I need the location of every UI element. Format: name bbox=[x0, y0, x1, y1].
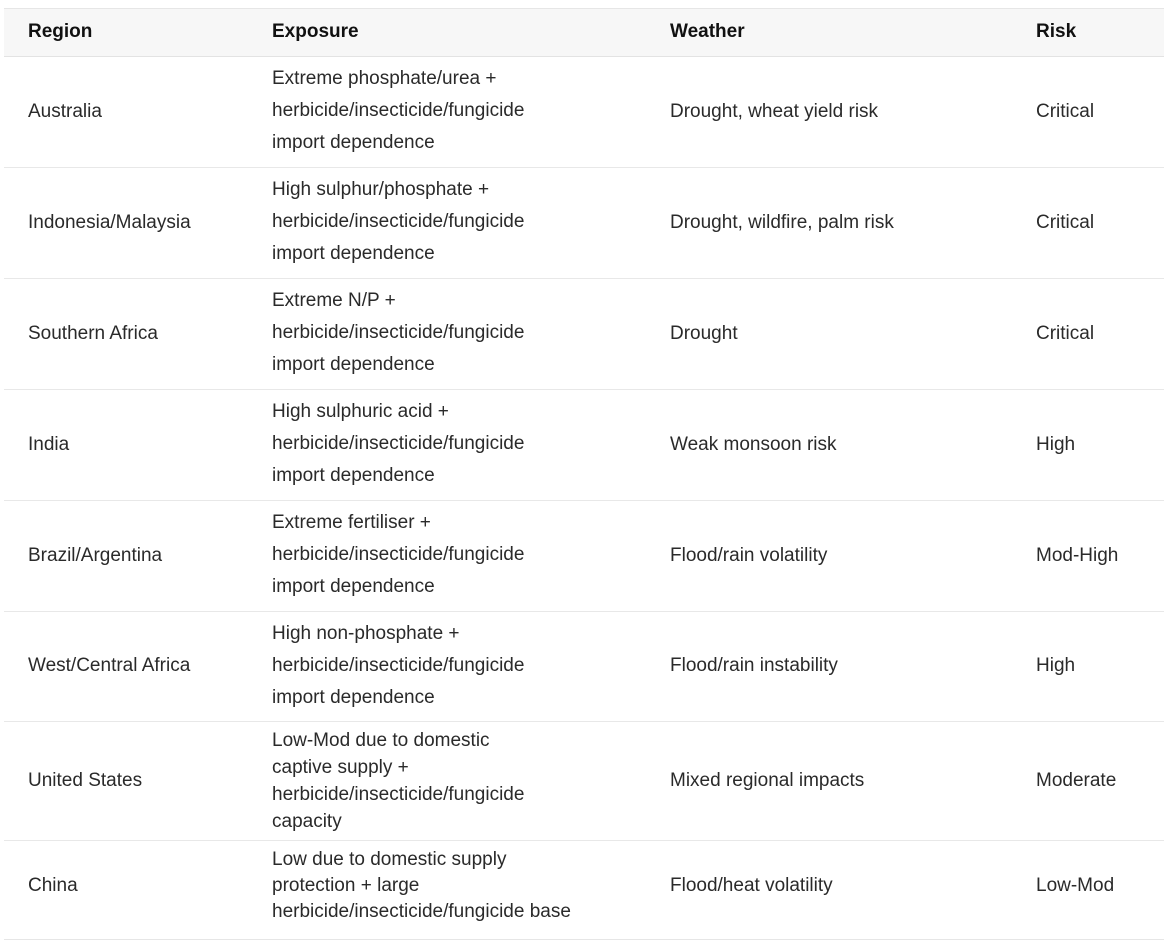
cell-weather: Flood/heat volatility bbox=[670, 874, 833, 896]
exposure-line: High sulphur/phosphate + bbox=[272, 179, 490, 200]
exposure-line: herbicide/insecticide/fungicide base bbox=[272, 900, 571, 922]
cell-region: United States bbox=[4, 721, 248, 840]
exposure-line: herbicide/insecticide/fungicide bbox=[272, 544, 525, 565]
cell-region: West/Central Africa bbox=[4, 611, 248, 721]
cell-region: Brazil/Argentina bbox=[4, 500, 248, 611]
cell-exposure bbox=[248, 389, 646, 500]
cell-region: China bbox=[28, 874, 78, 896]
cell-risk: Mod-High bbox=[1008, 500, 1164, 611]
cell-weather: Drought, wheat yield risk bbox=[646, 56, 1008, 167]
header-weather: Weather bbox=[646, 9, 1008, 56]
cell-risk: Low-Mod bbox=[1036, 874, 1115, 896]
exposure-line: capacity bbox=[272, 810, 342, 832]
exposure-line: High non-phosphate + bbox=[272, 622, 460, 644]
exposure-line: import dependence bbox=[272, 132, 435, 153]
table-row bbox=[4, 500, 1164, 611]
cell-exposure bbox=[248, 278, 646, 389]
cell-weather: Flood/rain instability bbox=[646, 611, 1008, 721]
table-row bbox=[4, 611, 1164, 721]
cell-weather: Mixed regional impacts bbox=[646, 721, 1008, 840]
table-row bbox=[4, 840, 1164, 931]
risk-table bbox=[4, 9, 1164, 931]
exposure-line: Low due to domestic supply bbox=[272, 848, 507, 870]
table-row bbox=[4, 389, 1164, 500]
exposure-line: import dependence bbox=[272, 686, 435, 708]
cell-exposure bbox=[248, 500, 646, 611]
cell-risk: Critical bbox=[1008, 56, 1164, 167]
table-header bbox=[4, 9, 1164, 56]
exposure-line: High sulphuric acid + bbox=[272, 401, 449, 422]
cell-region: Indonesia/Malaysia bbox=[4, 167, 248, 278]
exposure-line: herbicide/insecticide/fungicide bbox=[272, 322, 525, 343]
cell-weather: Drought, wildfire, palm risk bbox=[646, 167, 1008, 278]
header-exposure: Exposure bbox=[248, 9, 646, 56]
cell-risk: Critical bbox=[1008, 278, 1164, 389]
cell-exposure bbox=[248, 840, 646, 931]
exposure-line: import dependence bbox=[272, 354, 435, 375]
cell-risk: Moderate bbox=[1008, 721, 1164, 840]
cell-exposure bbox=[248, 611, 646, 721]
cell-weather: Drought bbox=[646, 278, 1008, 389]
cell-weather: Flood/rain volatility bbox=[646, 500, 1008, 611]
cell-exposure bbox=[248, 167, 646, 278]
cell-risk: High bbox=[1008, 389, 1164, 500]
cell-risk: High bbox=[1008, 611, 1164, 721]
exposure-line: herbicide/insecticide/fungicide bbox=[272, 433, 525, 454]
cell-risk: Critical bbox=[1008, 167, 1164, 278]
exposure-line: import dependence bbox=[272, 576, 435, 597]
table-row bbox=[4, 167, 1164, 278]
cell-region: Australia bbox=[4, 56, 248, 167]
exposure-line: captive supply + bbox=[272, 756, 409, 778]
risk-table-container bbox=[4, 8, 1164, 940]
table-body bbox=[4, 56, 1164, 931]
exposure-line: Extreme N/P + bbox=[272, 290, 396, 311]
exposure-line: herbicide/insecticide/fungicide bbox=[272, 100, 525, 121]
header-region: Region bbox=[4, 9, 248, 56]
exposure-line: herbicide/insecticide/fungicide bbox=[272, 654, 525, 676]
cell-exposure bbox=[248, 56, 646, 167]
exposure-line: Extreme phosphate/urea + bbox=[272, 68, 497, 89]
cell-region: India bbox=[4, 389, 248, 500]
header-row bbox=[4, 9, 1164, 56]
exposure-line: herbicide/insecticide/fungicide bbox=[272, 211, 525, 232]
table-row bbox=[4, 56, 1164, 167]
exposure-line: import dependence bbox=[272, 243, 435, 264]
exposure-line: herbicide/insecticide/fungicide bbox=[272, 783, 525, 805]
header-risk: Risk bbox=[1008, 9, 1164, 56]
exposure-line: import dependence bbox=[272, 465, 435, 486]
cell-region: Southern Africa bbox=[4, 278, 248, 389]
table-row bbox=[4, 278, 1164, 389]
cell-exposure bbox=[248, 721, 646, 840]
exposure-line: Low-Mod due to domestic bbox=[272, 729, 490, 751]
exposure-line: protection + large bbox=[272, 874, 420, 896]
exposure-line: Extreme fertiliser + bbox=[272, 512, 431, 533]
table-row bbox=[4, 721, 1164, 840]
cell-weather: Weak monsoon risk bbox=[646, 389, 1008, 500]
